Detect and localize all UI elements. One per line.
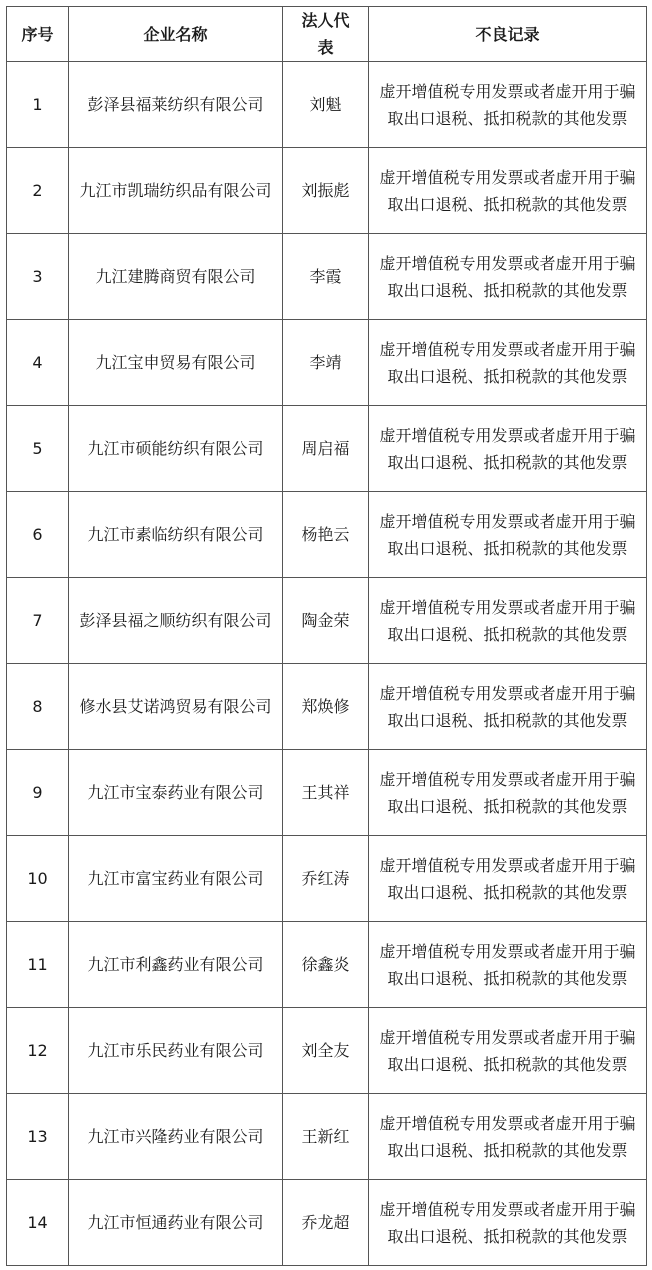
row-record: 虚开增值税专用发票或者虚开用于骗取出口退税、抵扣税款的其他发票 <box>369 1094 647 1180</box>
row-seq: 3 <box>7 234 69 320</box>
row-record: 虚开增值税专用发票或者虚开用于骗取出口退税、抵扣税款的其他发票 <box>369 62 647 148</box>
row-record: 虚开增值税专用发票或者虚开用于骗取出口退税、抵扣税款的其他发票 <box>369 750 647 836</box>
table-row <box>7 1180 647 1266</box>
row-company: 九江宝申贸易有限公司 <box>69 320 283 406</box>
row-legal-rep: 郑焕修 <box>283 664 369 750</box>
row-company: 修水县艾诺鸿贸易有限公司 <box>69 664 283 750</box>
row-record: 虚开增值税专用发票或者虚开用于骗取出口退税、抵扣税款的其他发票 <box>369 406 647 492</box>
table-row <box>7 62 647 148</box>
row-record: 虚开增值税专用发票或者虚开用于骗取出口退税、抵扣税款的其他发票 <box>369 1180 647 1266</box>
row-record: 虚开增值税专用发票或者虚开用于骗取出口退税、抵扣税款的其他发票 <box>369 148 647 234</box>
row-seq: 14 <box>7 1180 69 1266</box>
header-company: 企业名称 <box>69 7 283 62</box>
row-legal-rep: 王其祥 <box>283 750 369 836</box>
table-row <box>7 750 647 836</box>
table-row <box>7 406 647 492</box>
row-seq: 12 <box>7 1008 69 1094</box>
row-record: 虚开增值税专用发票或者虚开用于骗取出口退税、抵扣税款的其他发票 <box>369 234 647 320</box>
table-row <box>7 148 647 234</box>
row-company: 九江市恒通药业有限公司 <box>69 1180 283 1266</box>
row-company: 彭泽县福之顺纺织有限公司 <box>69 578 283 664</box>
row-legal-rep: 乔龙超 <box>283 1180 369 1266</box>
row-seq: 7 <box>7 578 69 664</box>
row-seq: 9 <box>7 750 69 836</box>
row-seq: 5 <box>7 406 69 492</box>
table-row <box>7 492 647 578</box>
table-row <box>7 664 647 750</box>
row-record: 虚开增值税专用发票或者虚开用于骗取出口退税、抵扣税款的其他发票 <box>369 320 647 406</box>
row-seq: 4 <box>7 320 69 406</box>
row-company: 九江市宝泰药业有限公司 <box>69 750 283 836</box>
table-row <box>7 1008 647 1094</box>
header-seq: 序号 <box>7 7 69 62</box>
row-seq: 13 <box>7 1094 69 1180</box>
row-seq: 10 <box>7 836 69 922</box>
table-row <box>7 320 647 406</box>
table-row <box>7 836 647 922</box>
row-company: 九江市素临纺织有限公司 <box>69 492 283 578</box>
row-record: 虚开增值税专用发票或者虚开用于骗取出口退税、抵扣税款的其他发票 <box>369 578 647 664</box>
row-legal-rep: 周启福 <box>283 406 369 492</box>
row-record: 虚开增值税专用发票或者虚开用于骗取出口退税、抵扣税款的其他发票 <box>369 492 647 578</box>
row-seq: 6 <box>7 492 69 578</box>
row-record: 虚开增值税专用发票或者虚开用于骗取出口退税、抵扣税款的其他发票 <box>369 664 647 750</box>
row-company: 九江市富宝药业有限公司 <box>69 836 283 922</box>
row-seq: 11 <box>7 922 69 1008</box>
header-legal-rep: 法人代表 <box>283 7 369 62</box>
row-legal-rep: 刘振彪 <box>283 148 369 234</box>
row-company: 九江市乐民药业有限公司 <box>69 1008 283 1094</box>
row-record: 虚开增值税专用发票或者虚开用于骗取出口退税、抵扣税款的其他发票 <box>369 922 647 1008</box>
table-row <box>7 1094 647 1180</box>
row-legal-rep: 李靖 <box>283 320 369 406</box>
bad-record-table <box>6 6 647 1266</box>
row-company: 九江市硕能纺织有限公司 <box>69 406 283 492</box>
row-seq: 1 <box>7 62 69 148</box>
row-legal-rep: 王新红 <box>283 1094 369 1180</box>
row-company: 九江市利鑫药业有限公司 <box>69 922 283 1008</box>
row-company: 九江市凯瑞纺织品有限公司 <box>69 148 283 234</box>
row-record: 虚开增值税专用发票或者虚开用于骗取出口退税、抵扣税款的其他发票 <box>369 836 647 922</box>
row-company: 九江市兴隆药业有限公司 <box>69 1094 283 1180</box>
row-seq: 8 <box>7 664 69 750</box>
row-company: 九江建腾商贸有限公司 <box>69 234 283 320</box>
row-seq: 2 <box>7 148 69 234</box>
row-record: 虚开增值税专用发票或者虚开用于骗取出口退税、抵扣税款的其他发票 <box>369 1008 647 1094</box>
table-row <box>7 234 647 320</box>
table-header-row <box>7 7 647 62</box>
row-legal-rep: 刘魁 <box>283 62 369 148</box>
row-legal-rep: 乔红涛 <box>283 836 369 922</box>
row-company: 彭泽县福莱纺织有限公司 <box>69 62 283 148</box>
row-legal-rep: 刘全友 <box>283 1008 369 1094</box>
header-record: 不良记录 <box>369 7 647 62</box>
row-legal-rep: 陶金荣 <box>283 578 369 664</box>
row-legal-rep: 杨艳云 <box>283 492 369 578</box>
table-row <box>7 922 647 1008</box>
table-row <box>7 578 647 664</box>
row-legal-rep: 徐鑫炎 <box>283 922 369 1008</box>
row-legal-rep: 李霞 <box>283 234 369 320</box>
